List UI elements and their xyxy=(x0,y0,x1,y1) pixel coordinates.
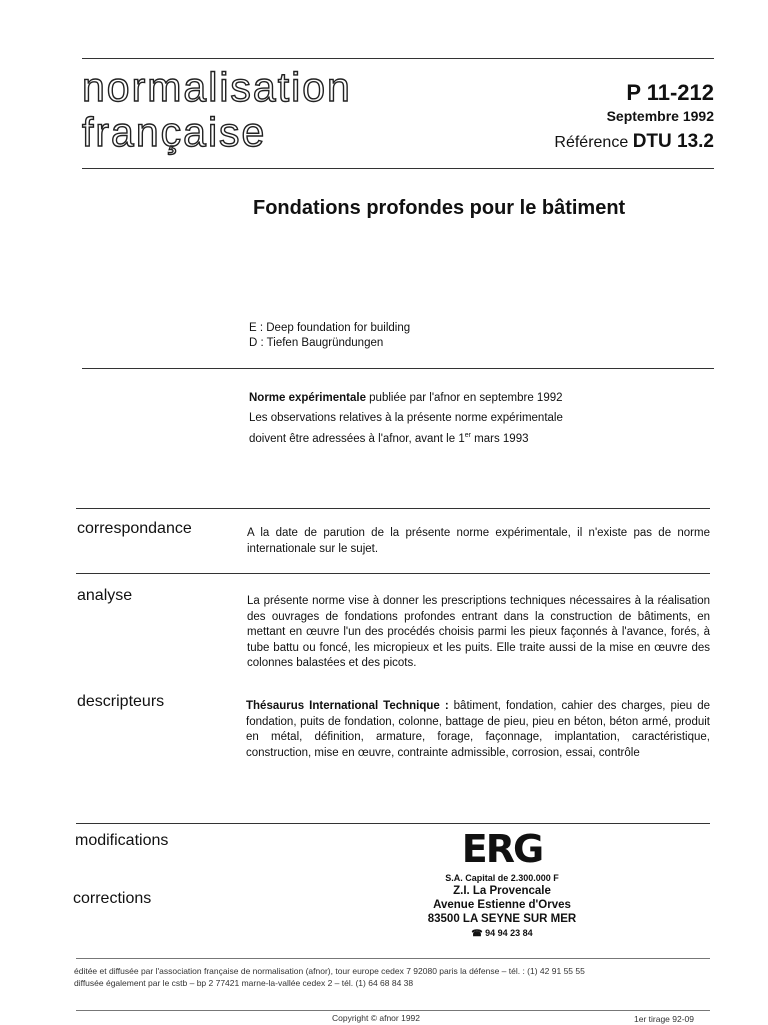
rule-before-analyse xyxy=(76,573,710,574)
header-top-rule xyxy=(82,58,714,59)
brand-line1: normalisation xyxy=(82,64,352,110)
text-correspondance: A la date de parution de la présente norme expérimentale, il n'existe pas de norme internationale sur le sujet. xyxy=(247,527,710,555)
footer-line2: diffusée également par le cstb – bp 2 77421 marne-la-vallée cedex 2 – tél. (1) 64 68 84 38 xyxy=(74,978,414,988)
notice-bold: Norme expérimentale xyxy=(249,392,366,404)
stamp-line1: S.A. Capital de 2.300.000 F xyxy=(445,873,559,883)
stamp-line3: Avenue Estienne d'Orves xyxy=(433,899,571,911)
label-corrections: corrections xyxy=(73,890,152,907)
printing-info: 1er tirage 92-09 xyxy=(634,1014,695,1024)
stamp-line4: 83500 LA SEYNE SUR MER xyxy=(427,913,577,925)
descripteurs-bold: Thésaurus International Technique : xyxy=(246,700,449,712)
rule-before-modifications xyxy=(76,823,710,824)
notice-line1 xyxy=(249,391,709,406)
reference-value: DTU 13.2 xyxy=(632,131,714,152)
stamp-line2: Z.I. La Provencale xyxy=(453,885,551,897)
notice-line3 xyxy=(249,428,529,447)
reference-line xyxy=(554,131,714,153)
notice-rest: publiée par l'afnor en septembre 1992 xyxy=(365,392,563,404)
label-modifications: modifications xyxy=(75,832,169,849)
text-analyse: La présente norme vise à donner les prescriptions techniques nécessaires à la réalisation des ouvrages de fondations profondes entrant dans la construction de bâtiments, en mettant en œuvre l'un des procédés choisis parmi les pieux façonnés à l'avance, forés, à tube battu ou foncé, les micropieux et les puits. Elle traite aussi de la mise en œuvre des colonnes balastées et des picots. xyxy=(247,595,710,669)
descripteurs-text: bâtiment, fondation, cahier des charges, pieu de fondation, puits de fondation, colonne, battage de pieu, pieu en béton, béton armé, produit en métal, définition, armature, forage, façonnage, implantation, caractéristique, construction, mise en œuvre, contrainte admissible, corrosion, essai, contrôle xyxy=(246,700,710,759)
publication-date: Septembre 1992 xyxy=(606,108,714,124)
notice-line3-sup: er xyxy=(464,432,471,439)
rule-after-translations xyxy=(82,368,714,369)
rule-before-copyright xyxy=(76,1010,710,1011)
document-title: Fondations profondes pour le bâtiment xyxy=(253,197,626,219)
header-bottom-rule xyxy=(82,168,714,169)
notice-line3-post: mars 1993 xyxy=(470,432,529,445)
rule-before-footer xyxy=(76,958,710,959)
brand-line2: française xyxy=(82,109,267,155)
reference-label: Référence xyxy=(554,134,629,151)
notice-line2: Les observations relatives à la présente norme expérimentale xyxy=(249,412,563,424)
stamp-logo: ERG xyxy=(461,827,543,871)
label-correspondance: correspondance xyxy=(77,520,192,537)
copyright: Copyright © afnor 1992 xyxy=(332,1013,421,1023)
notice-line3-pre: doivent être adressées à l'afnor, avant le 1 xyxy=(249,432,465,445)
rule-before-correspondance xyxy=(76,508,710,509)
text-descripteurs xyxy=(246,699,710,761)
translation-german: D : Tiefen Baugründungen xyxy=(249,337,384,349)
translation-english: E : Deep foundation for building xyxy=(249,322,411,334)
company-stamp xyxy=(412,826,592,940)
standard-number: P 11-212 xyxy=(626,80,714,105)
label-analyse: analyse xyxy=(77,587,133,604)
label-descripteurs: descripteurs xyxy=(77,693,165,710)
footer-line1: éditée et diffusée par l'association française de normalisation (afnor), tour europe cedex 7 92080 paris la défense – tél. : (1) 42 91 55 55 xyxy=(74,966,585,976)
stamp-line5: ☎ 94 94 23 84 xyxy=(471,928,533,938)
